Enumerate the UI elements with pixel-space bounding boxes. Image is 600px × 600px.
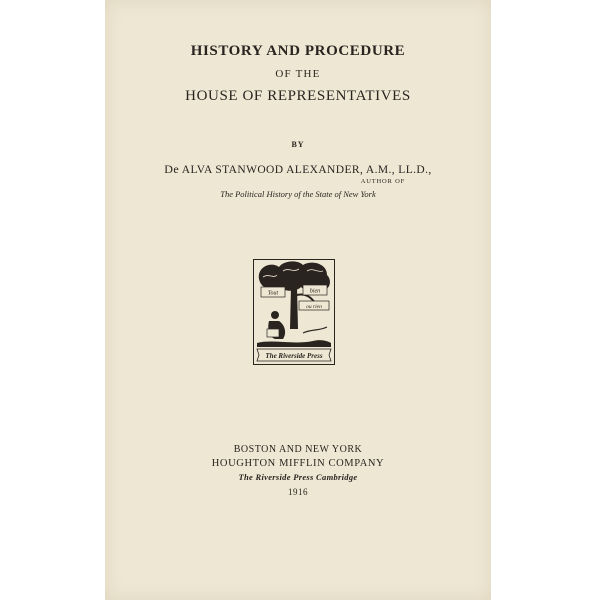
- prior-work-title: The Political History of the State of New York: [220, 189, 376, 199]
- imprint-city: BOSTON AND NEW YORK: [233, 444, 363, 455]
- title-page: [105, 0, 491, 600]
- book-title-line-2: OF THE: [275, 68, 321, 80]
- author-full-name: ALVA STANWOOD ALEXANDER, A.M., LL.D.,: [181, 164, 432, 176]
- imprint-publisher: HOUGHTON MIFFLIN COMPANY: [211, 458, 385, 469]
- motto-bottom: ou rien: [306, 303, 322, 310]
- motto-left: Tout: [267, 290, 279, 297]
- publisher-device-logo: [253, 259, 335, 365]
- imprint-year: 1916: [288, 487, 308, 497]
- device-banner: The Riverside Press: [265, 352, 323, 361]
- book-title-line-3: HOUSE OF REPRESENTATIVES: [185, 88, 411, 104]
- imprint-press: The Riverside Press Cambridge: [238, 472, 358, 482]
- motto-right: bien: [309, 288, 321, 295]
- by-label: BY: [291, 140, 305, 149]
- book-title-line-1: HISTORY AND PROCEDURE: [190, 43, 406, 59]
- author-prefix: De: [164, 162, 180, 176]
- author-of-label: AUTHOR OF: [360, 178, 405, 185]
- author-name: [105, 162, 491, 177]
